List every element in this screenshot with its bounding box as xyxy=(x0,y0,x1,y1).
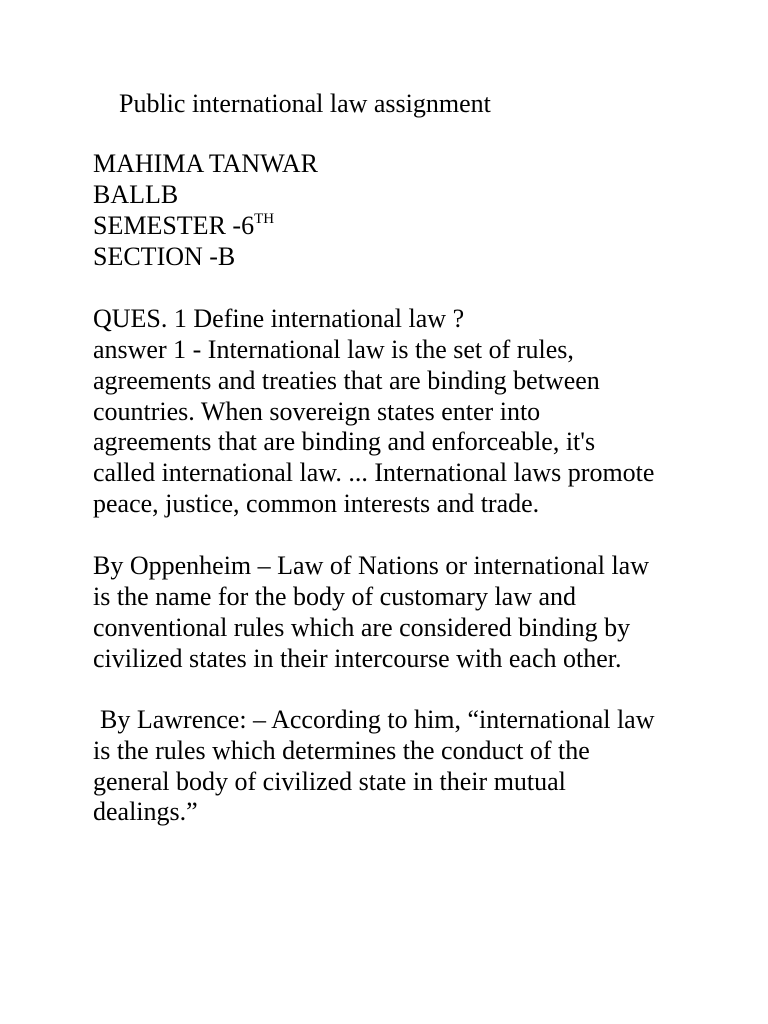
answer-1-line: answer 1 - International law is the set of rules, xyxy=(93,335,574,364)
document-title: Public international law assignment xyxy=(119,89,491,118)
lawrence-line: is the rules which determines the conduct of the xyxy=(93,736,590,765)
answer-1-line: countries. When sovereign states enter into xyxy=(93,397,541,426)
lawrence-line: By Lawrence: – According to him, “international law xyxy=(100,705,655,734)
lawrence-line: dealings.” xyxy=(93,797,198,826)
answer-1-line: peace, justice, common interests and trade. xyxy=(93,489,540,518)
semester-superscript: TH xyxy=(254,211,275,227)
answer-1-line: agreements that are binding and enforceable, it's xyxy=(93,427,596,456)
oppenheim-line: civilized states in their intercourse with each other. xyxy=(93,644,622,673)
section-line: SECTION -B xyxy=(93,242,236,271)
oppenheim-line: is the name for the body of customary law and xyxy=(93,582,577,611)
answer-1-line: agreements and treaties that are binding between xyxy=(93,366,600,395)
course-name: BALLB xyxy=(93,180,179,209)
oppenheim-line: conventional rules which are considered binding by xyxy=(93,613,631,642)
semester-line xyxy=(93,211,274,245)
lawrence-line: general body of civilized state in their mutual xyxy=(93,767,566,796)
semester-text: SEMESTER -6 xyxy=(93,211,255,240)
author-name: MAHIMA TANWAR xyxy=(93,149,318,178)
question-1: QUES. 1 Define international law ? xyxy=(93,304,465,333)
answer-1-line: called international law. ... International laws promote xyxy=(93,458,655,487)
oppenheim-line: By Oppenheim – Law of Nations or international law xyxy=(93,551,649,580)
